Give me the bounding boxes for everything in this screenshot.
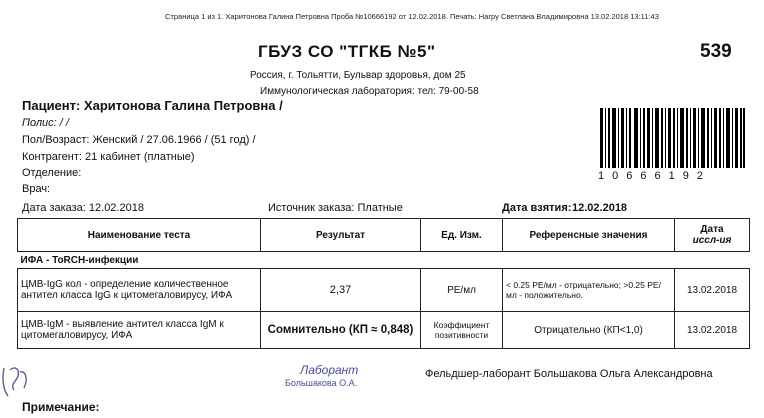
table-row: [18, 312, 750, 349]
signature-stamp-title: Лаборант: [300, 363, 359, 377]
test-name-cell: ЦМВ-IgM - выявление антител класса IgM к цитомегаловирусу, ИФА: [18, 312, 261, 349]
header-result: Результат: [261, 219, 421, 252]
sex-age: Пол/Возраст: Женский / 27.06.1966 / (51 год) /: [22, 134, 256, 146]
reference-cell: < 0.25 РЕ/мл - отрицательно; >0.25 РЕ/мл - положительно.: [503, 269, 675, 312]
handwritten-mark: [0, 360, 30, 402]
header-unit: Ед. Изм.: [421, 219, 503, 252]
table-header-row: [18, 219, 750, 252]
technician-name: Фельдшер-лаборант Большакова Ольга Александровна: [425, 368, 713, 380]
taken-date-label: Дата взятия:: [502, 202, 572, 214]
section-title: ИФА - ToRCH-инфекции: [18, 252, 750, 269]
header-date-top: Дата: [700, 224, 724, 235]
order-date: Дата заказа: 12.02.2018: [22, 202, 144, 214]
unit-cell: РЕ/мл: [421, 269, 503, 312]
unit-cell: Коэффициент позитивности: [421, 312, 503, 349]
order-source: Источник заказа: Платные: [268, 202, 403, 214]
policy: Полис: / /: [22, 117, 69, 129]
date-cell: 13.02.2018: [675, 269, 750, 312]
department: Отделение:: [22, 167, 82, 179]
table-row: [18, 269, 750, 312]
results-table: [17, 218, 750, 349]
header-date: [675, 219, 750, 252]
organization-address: Россия, г. Тольятти, Бульвар здоровья, дом 25: [250, 70, 466, 81]
barcode-number: 10666192: [598, 170, 711, 182]
note-label: Примечание:: [22, 400, 100, 414]
document-number: 539: [700, 41, 732, 62]
taken-date: 12.02.2018: [572, 202, 628, 214]
reference-cell: Отрицательно (КП<1,0): [503, 312, 675, 349]
result-cell: 2,37: [261, 269, 421, 312]
print-header-line: Страница 1 из 1. Харитонова Галина Петровна Проба №10666192 от 12.02.2018. Печать: Нагру Светлана Владимировна 13.02.2018 13:11:43: [165, 12, 659, 21]
doctor: Врач:: [22, 183, 51, 195]
test-name-cell: ЦМВ-IgG кол - определение количественное антител класса IgG к цитомегаловирусу, ИФА: [18, 269, 261, 312]
patient-name: Пациент: Харитонова Галина Петровна /: [22, 98, 283, 113]
header-date-sub: иссл-ия: [692, 235, 732, 246]
date-cell: 13.02.2018: [675, 312, 750, 349]
section-row: [18, 252, 750, 269]
barcode-image: [600, 108, 745, 168]
organization-name: ГБУЗ СО "ТГКБ №5": [258, 42, 436, 61]
lab-phone: Иммунологическая лаборатория: тел: 79-00-58: [260, 86, 479, 97]
header-test-name: Наименование теста: [18, 219, 261, 252]
contractor: Контрагент: 21 кабинет (платные): [22, 151, 195, 163]
signature-stamp-name: Большакова О.А.: [285, 378, 358, 388]
header-reference: Референсные значения: [503, 219, 675, 252]
result-cell: Сомнительно (КП ≈ 0,848): [261, 312, 421, 349]
